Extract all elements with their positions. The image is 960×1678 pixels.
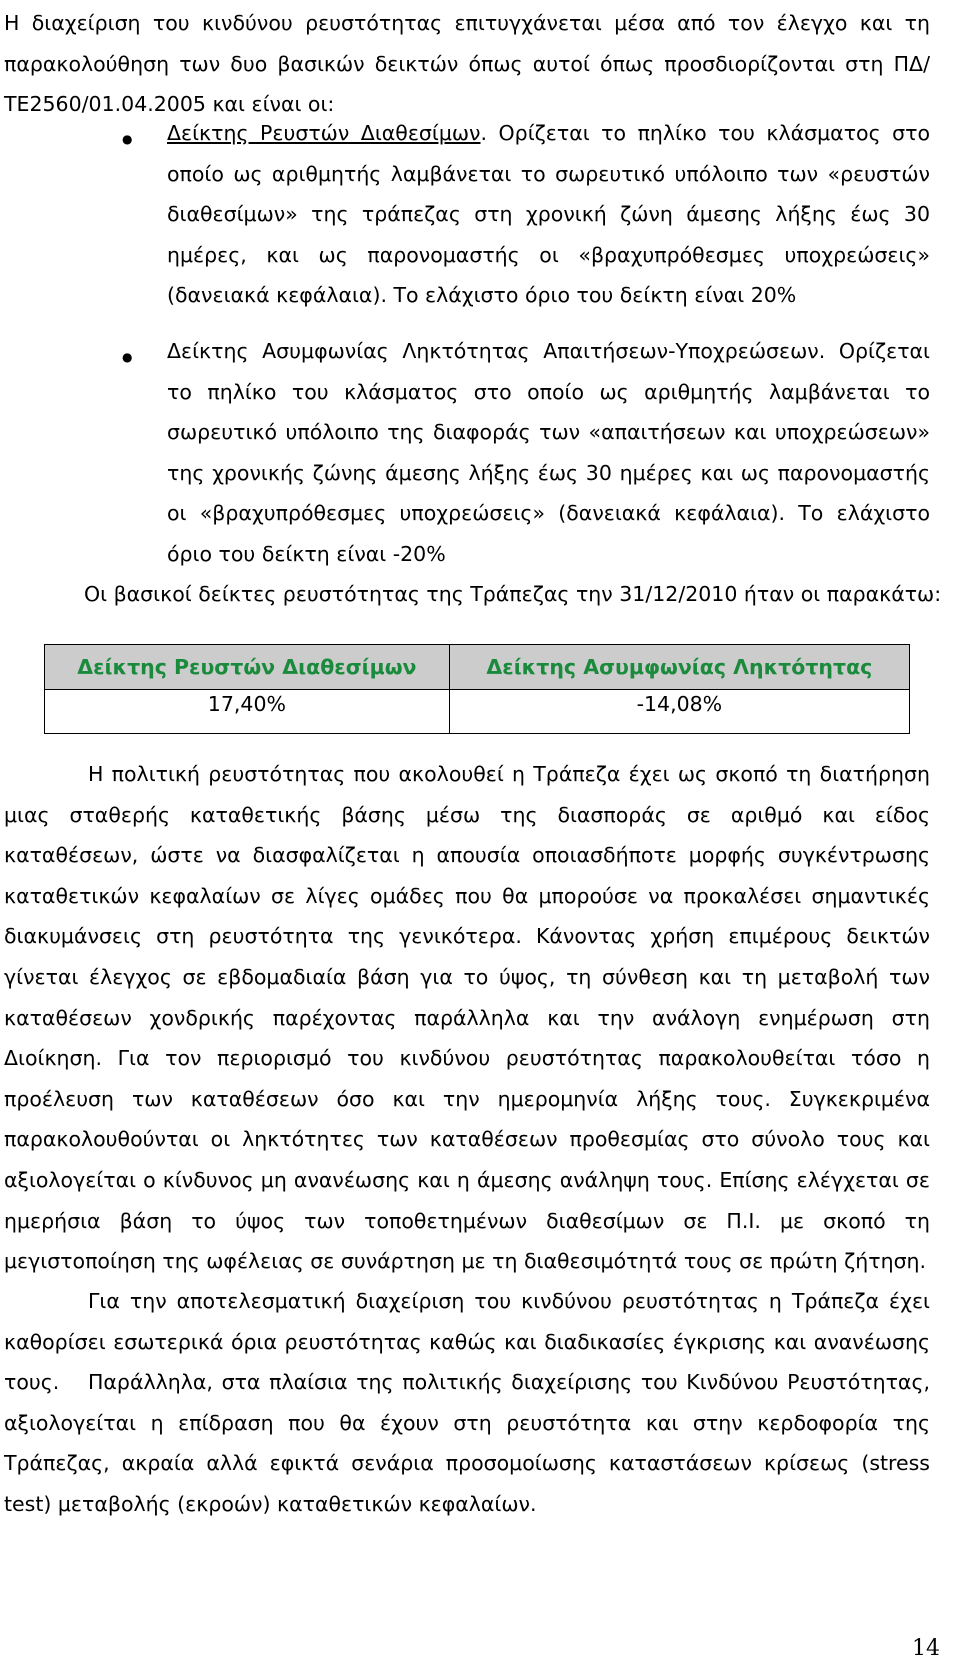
bullet-item-maturity-mismatch — [167, 331, 930, 575]
bullet-icon: ● — [122, 350, 133, 364]
page-number: 14 — [912, 1636, 940, 1661]
policy-paragraph: Η πολιτική ρευστότητας που ακολουθεί η Τράπεζα έχει ως σκοπό τη διατήρηση μιας σταθερής καταθετικής βάσης μέσω της διασποράς σε αριθμό και είδος καταθέσεων, ώστε να διασφαλίζεται η απουσία οποιασδήποτε μορφής συγκέντρωσης καταθετικών κεφαλαίων σε λίγες ομάδες που θα μπορούσε να προκαλέσει σημαντικές διακυμάνσεις στη ρευστότητα της γενικότερα. Κάνοντας χρήση επιμέρους δεικτών γίνεται έλεγχος σε εβδομαδιαία βάση για το ύψος, τη σύνθεση και τη μεταβολή των καταθέσεων χονδρικής παρέχοντας παράλληλα και την ανάλογη ενημέρωση στη Διοίκηση. Για τον περιορισμό του κινδύνου ρευστότητας παρακολουθείται τόσο η προέλευση των καταθέσεων όσο και την ημερομηνία λήξης τους. Συγκεκριμένα παρακολουθούνται οι ληκτότητες των καταθέσεων προθεσμίας στο σύνολο τους και αξιολογείται ο κίνδυνος μη ανανέωσης και η άμεσης ανάληψη τους. Επίσης ελέγχεται σε ημερήσια βάση το ύψος των τοποθετημένων διαθεσίμων σε Π.Ι. με σκοπό τη μεγιστοποίηση της ωφέλειας σε συνάρτηση με τη διαθεσιμότητά τους σε πρώτη ζήτηση. — [4, 762, 930, 1274]
bullet-text: . Ορίζεται το πηλίκο του κλάσματος στο οποίο ως αριθμητής λαμβάνεται το σωρευτικό υπόλοιπο των «ρευστών διαθεσίμων» της τράπεζας στη χρονική ζώνη άμεσης λήξης έως 30 ημέρες, και ως παρονομαστής οι «βραχυπρόθεσμες υποχρεώσεις» (δανειακά κεφάλαια). Το ελάχιστο όριο του δείκτη είναι 20% — [167, 121, 931, 308]
bullet-text: . Ορίζεται το πηλίκο του κλάσματος στο οποίο ως αριθμητής λαμβάνεται το σωρευτικό υπόλοιπο της διαφοράς των «απαιτήσεων και υποχρεώσεων» της χρονικής ζώνης άμεσης λήξης έως 30 ημέρες και ως παρονομαστής οι «βραχυπρόθεσμες υποχρεώσεις» (δανειακά κεφάλαια). Το ελάχιστο όριο του δείκτη είναι -20% — [167, 339, 930, 566]
table-header-cell: Δείκτης Ρευστών Διαθεσίμων — [45, 645, 450, 690]
table-intro: Οι βασικοί δείκτες ρευστότητας της Τράπεζας την 31/12/2010 ήταν οι παρακάτω: — [84, 582, 942, 606]
bullet-title: Δείκτης Ρευστών Διαθεσίμων — [167, 121, 481, 145]
limits-paragraph: Για την αποτελεσματική διαχείριση του κινδύνου ρευστότητας η Τράπεζα έχει καθορίσει εσωτερικά όρια ρευστότητας καθώς και διαδικασίες έγκρισης και ανανέωσης τους. — [4, 1289, 930, 1395]
bullet-icon: ● — [122, 132, 133, 146]
liquidity-indicators-table — [44, 644, 910, 734]
table-cell: -14,08% — [449, 690, 909, 734]
bullet-item-liquid-assets — [167, 113, 930, 316]
table-row — [45, 690, 910, 734]
table-header-cell: Δείκτης Ασυμφωνίας Ληκτότητας — [449, 645, 909, 690]
bullet-title: Δείκτης Ασυμφωνίας Ληκτότητας Απαιτήσεων-Υποχρεώσεων — [167, 339, 819, 363]
table-header-row — [45, 645, 910, 690]
table-cell: 17,40% — [45, 690, 450, 734]
intro-paragraph: Η διαχείριση του κινδύνου ρευστότητας επιτυγχάνεται μέσα από τον έλεγχο και τη παρακολούθηση των δυο βασικών δεικτών όπως αυτοί όπως προσδιορίζονται στη ΠΔ/ΤΕ2560/01.04.2005 και είναι οι: — [4, 11, 930, 117]
stress-test-paragraph: Παράλληλα, στα πλαίσια της πολιτικής διαχείρισης του Κινδύνου Ρευστότητας, αξιολογείται η επίδραση που θα έχουν στη ρευστότητα και στην κερδοφορία της Τράπεζας, ακραία αλλά εφικτά σενάρια προσομοίωσης καταστάσεων κρίσεως (stress test) μεταβολής (εκροών) καταθετικών κεφαλαίων. — [4, 1370, 930, 1516]
